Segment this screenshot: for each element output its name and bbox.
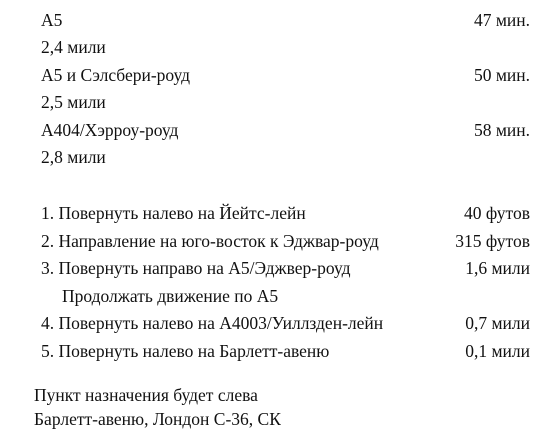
step-note: Продолжать движение по A5 xyxy=(62,286,279,306)
step-instruction: 4. Повернуть налево на A4003/Уиллзден-лейн xyxy=(41,313,384,333)
route-name: A5 и Сэлсбери-роуд xyxy=(41,65,191,85)
step-distance: 315 футов xyxy=(455,231,530,251)
route-duration: 58 мин. xyxy=(473,120,530,140)
route-distance: 2,5 мили xyxy=(41,92,106,112)
step-distance: 40 футов xyxy=(464,203,530,223)
step-instruction: 5. Повернуть налево на Барлетт-авеню xyxy=(41,341,330,361)
step-instruction: 2. Направление на юго-восток к Эджвар-роуд xyxy=(41,231,379,251)
route-option-a5[interactable] xyxy=(41,8,530,32)
route-duration: 50 мин. xyxy=(473,65,530,85)
route-distance: 2,4 мили xyxy=(41,37,106,57)
route-option-a404-harrow[interactable] xyxy=(41,118,530,142)
route-name: A404/Хэрроу-роуд xyxy=(41,120,179,140)
direction-step[interactable] xyxy=(41,201,530,225)
step-distance: 0,7 мили xyxy=(465,313,530,333)
direction-step[interactable] xyxy=(41,311,530,335)
route-distance: 2,8 мили xyxy=(41,147,106,167)
destination-address: Барлетт-авеню, Лондон С-36, СК xyxy=(34,409,281,429)
route-option-a5-salisbury[interactable] xyxy=(41,63,530,87)
direction-step[interactable] xyxy=(41,256,530,280)
direction-step[interactable] xyxy=(41,339,530,363)
step-distance: 1,6 мили xyxy=(465,258,530,278)
direction-step[interactable] xyxy=(41,229,530,253)
destination-side-note: Пункт назначения будет слева xyxy=(34,385,258,405)
step-instruction: 1. Повернуть налево на Йейтс-лейн xyxy=(41,203,306,223)
step-instruction: 3. Повернуть направо на A5/Эджвер-роуд xyxy=(41,258,351,278)
route-duration: 47 мин. xyxy=(473,10,530,30)
step-distance: 0,1 мили xyxy=(465,341,530,361)
route-name: A5 xyxy=(41,10,63,30)
